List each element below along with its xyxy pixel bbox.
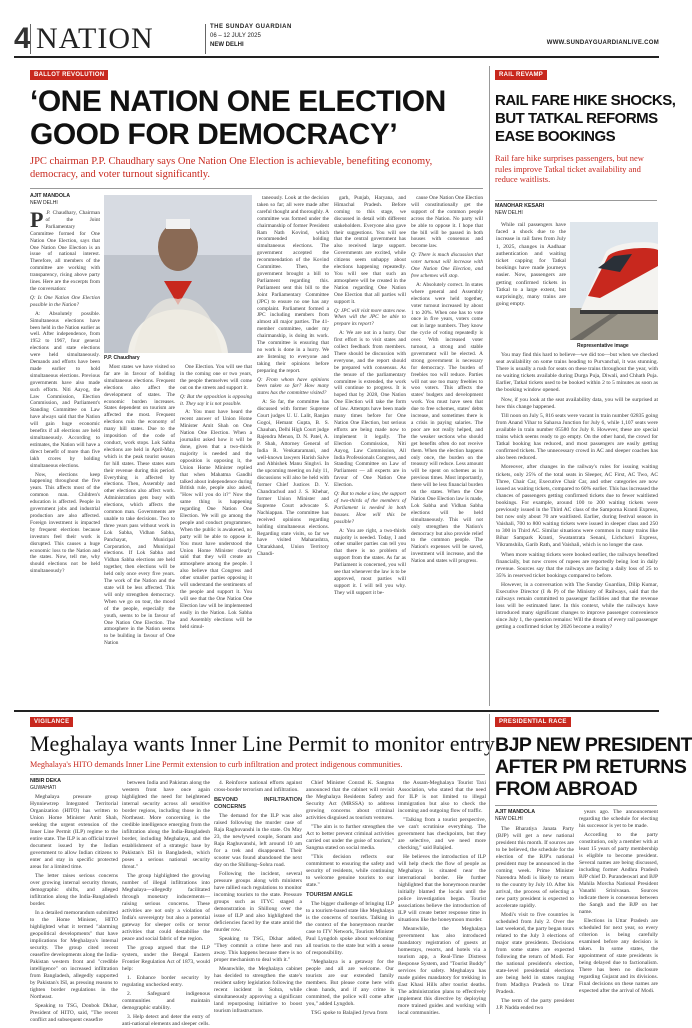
meghalaya-paragraph: the Assam-Meghalaya Tourist Taxi Association, who stated that the need for ILP is not limited to illegal immigration but also to check the incoming and outgoing flow of traffic. [398,780,486,814]
meghalaya-column-5 [398,780,486,1016]
meghalaya-author: NIBIR DEKA [30,778,61,784]
issue-date: 06 – 12 JULY 2025 [210,33,261,39]
person-portrait-icon [104,195,252,353]
rail-photo-caption: Representative image [577,343,629,349]
meghalaya-paragraph: Meanwhile, the Meghalaya cabinet has decided to strengthen the state's resident safety legislation following the recent incident in Sohra, while simultaneously approving a significant land repurposing initiative to boost tourism infrastructure. [214,966,302,1014]
bjp-paragraph: The term of the party president J.P. Nadda ended two [496,998,574,1011]
rail-standfirst: Rail fare hike surprises passengers, but new rules improve Tatkal ticket availability and reduce waitlists. [495,153,644,184]
rail-paragraph: Till noon on July 5, 816 seats were vacant in train number 02835 going from Anand Vihar to Saharsa Junction for July 6, while 1,107 seats were available in train number 05580 for July 8. However, these are special trains which seems ready to go empty. On the other hand, the crowd for Tatkal booking has reduced, and most passengers are easily getting confirmed tickets. The unnecessary crowd in AC and sleeper coaches has also been reduced. [496,412,658,462]
rail-column-top [496,222,566,362]
lead-headline-line-1: ‘ONE NATION ONE ELECTION [30,85,446,118]
meghalaya-paragraph: Speaking to TSG, Dkhar added, "They commit a crime here and run away. This happens because there is no proper mechanism to deal with it." [214,936,302,963]
lead-column-4 [257,195,329,705]
rail-tag: RAIL REVAMP [495,70,547,80]
lead-column-5 [334,195,406,705]
section-title: NATION [36,22,154,55]
lead-paragraph: A: We are not in a hurry. Our first effort is to visit states and collect feedback from members. There should be discussion with everyone, and the report should be prepared with consensus. As the tenure of the parliamentary committee is extended, the work will continue to progress. It is hoped that by 2028, One Nation One Election will take the form of law. Attempts have been made many times before for One Nation One Election, but serious efforts are being made now to implement it legally. The Election Commission, Niti Aayog, Law Commission, All India Professionals Congress, and Standing Committee on Law of Parliament — all experts are in favour of One Nation One Election. [334,330,406,489]
lead-column-2 [104,364,175,705]
meghalaya-subhead: BEYOND INFILTRATION CONCERNS [214,797,302,810]
lead-question: Q: There is much discussion that voter turnout will increase with One Nation One Election, and free schemes will stop. [411,252,483,279]
meghalaya-paragraph: The group highlighted the growing number of illegal infiltrations into Meghalaya—allegedly facilitated through monetary inducements—raising serious concerns. These activities are not only a violation of India's sovereignty but also a potential gateway for sleeper cells or terror activities that could destabilise the peace and social fabric of the region. [122,873,210,942]
lead-paragraph: One Election. You will see that in the coming one or two years, the people themselves will come out on the streets and support it. [180,364,252,391]
lead-headline-line-2: GOOD FOR DEMOCRACY’ [30,118,398,151]
meghalaya-paragraph: "This decision reflects our commitment to ensuring the safety and security of residents, while continuing to welcome genuine tourists to our state." [306,854,394,888]
meghalaya-paragraph: 2. Safeguard indigenous communities and maintain demographic stability. [122,991,210,1011]
lead-column-1 [30,207,101,705]
bjp-paragraph: Elections in Uttar Pradesh are scheduled for next year, so every criterion is being carefully examined before any decision is taken. In some states, the appointment of state presidents is being delayed due to factionalism. There has been no disclosure regarding Gujarat and its divisions. Final decisions on these names are expected after the arrival of Modi. [579,918,658,994]
meghalaya-paragraph: In a detailed memorandum submitted to the Home Minister, HITO highlighted what it termed "alarming geopolitical developments" that have implications for Meghalaya's internal security. The group cited recent ceasefire developments along the India-Pakistan western front and "credible intelligence" on increased infiltration from Bangladesh, allegedly supported by Pakistan's ISI, as pressing reasons to tighten border regulations in the Northeast. [30,910,118,1000]
rail-byline [495,203,585,216]
bjp-paragraph: According to the party constitution, only a member with at least 15 years of party membership is eligible to become president. Several names are being discussed, including former Andhra Pradesh BJP chief D. Purandeswari and BJP Mahila Morcha National President Vanathi Srinivasan. Sources indicate there is consensus between the Sangh and the BJP on her name. [579,832,658,915]
lead-paragraph: cause One Nation One Election will constitutionally get the support of the common people across the Nation. No party will be able to oppose it. I hope that the bill will be passed in both houses with consensus and become law. [411,195,483,250]
lead-column-6 [411,195,483,705]
meghalaya-paragraph: between India and Pakistan along the western front have once again highlighted the need for heightened internal security across all sensitive border regions, including those in the Northeast. More concerning is the credible intelligence emerging from the infiltration along the India-Bangladesh border, including Meghalaya, and the establishment of a strategic base by Pakistan's ISI in Bangladesh, which poses a serious national security threat." [122,780,210,870]
meghalaya-subhead: TOURISM ANGLE [306,892,353,898]
bjp-column-1 [496,826,574,1016]
rail-headline-line-2: BUT TATKAL REFORMS [495,110,658,127]
bjp-paragraph: The Bharatiya Janata Party (BJP) will get a new national president this month. If sources are to be believed, the schedule for the election of the BJP's national president may be announced in the coming week. Prime Minister Narendra Modi is likely to return to the country by July 10. After his arrival, the process of selecting a new party president is expected to accelerate rapidly. [496,826,574,909]
lead-paragraph: A: So far, the committee has discussed with former Supreme Court judges U. U. Lalit, Ranjan Gogoi, Hemant Gupta, B. S. Chauhan, Delhi High Court judge Rajendra Menon, D. N. Patel, A. P. Shah, Attorney General of India R. Venkataramani, and well-known lawyers Harish Salve and Abhishek Manu Singhvi. In the upcoming meeting on July 11, discussions will also be held with former Chief Justices D. Y. Chandrachud and J. S. Khehar, former Union Minister and Supreme Court advocate S. Nachiappan. The committee has received opinions regarding holding simultaneous elections. Regarding state visits, so far we have visited Maharashtra, Uttarakhand, Union Territory Chandi- [257,399,329,558]
bjp-headline-line-2: AFTER PM RETURNS [495,756,687,778]
meghalaya-tag: VIGILANCE [30,717,73,727]
rail-paragraph: Now, if you look at the seat availability data, you will be surprised at how this change happened. [496,396,658,410]
meghalaya-paragraph: The group argued that the ILP system, under the Bengal Eastern Frontier Regulation Act of 1873, would help: [122,945,210,972]
page-number: 4 [14,22,31,55]
bjp-headline-line-3: FROM ABROAD [495,778,638,800]
meghalaya-paragraph: Chief Minister Conrad K. Sangma announced that the cabinet will revisit the Meghalaya Residents Safety and Security Act (MRSSA) to address growing concerns about criminal activities disguised as tourism ventures. [306,780,394,821]
bjp-tag: PRESIDENTIAL RACE [495,717,571,727]
meghalaya-column-3 [214,780,302,1016]
rail-author: MANOHAR KESARI [495,203,545,209]
meghalaya-paragraph: He believes the introduction of ILP will help check the flow of people as Meghalaya is situated near the international border. He further highlighted that the honeymoon murder initially blamed the locals until the police investigation began. Tourist associations believe the introduction of ILP will create better response time in situations like the honeymoon murder. [398,854,486,923]
meghalaya-paragraph: "The aim is to further strengthen the Act to better prevent criminal activities carried out under the guise of tourism," Sangma stated on social media. [306,824,394,851]
meghalaya-paragraph: 1. Enhance border security by regulating unchecked entry. [122,975,210,988]
lead-paragraph: Most states we have visited so far are in favour of holding simultaneous elections. Frequent elections also affect the development of states. The economic burden increases. States dependent on tourism are affected the most. Frequent elections ruin the economy of many hill states. Due to the imposition of the code of conduct, work stops. Lok Sabha elections are held in April-May, which is the peak tourist season for hill states. These states earn their revenue during this period. Everything is affected by elections. Then, Assembly and other elections also affect work. Administration gets busy with elections, which affects the common man. Governments are unable to take decisions. Two to three years pass without work in Lok Sabha, Vidhan Sabha, Panchayat, Municipal Corporation, and Municipal elections. If Lok Sabha and Vidhan Sabha elections are held together, then elections will be held only once every five years. The work of the Nation and the state will be less affected. This will only strengthen democracy. When we go on tour, the mood of the people, especially the youth, seems to be in favour of One Nation One Election. The atmosphere in the Nation seems to be building in favour of One Nation [104,364,175,647]
lead-drop-cap: P [30,207,44,232]
paper-name: THE SUNDAY GUARDIAN [210,24,292,30]
meghalaya-paragraph: 3. Help detect and deter the entry of anti-national elements and sleeper cells. [122,1014,210,1027]
rail-paragraph: Moreover, after changes in the railway's rules for issuing waiting tickets, only 25% of the total seats in Sleeper, AC First, AC Two, AC Three, Chair Car, Executive Chair Car, and other categories are now issued as waiting tickets, compared to 60% earlier. This has increased the chances of passengers getting confirmed tickets due to fewer waitlisted bookings. For example, around 100 to 200 waiting tickets were previously issued in the Third AC class of the Samporna Kranti Express, but now only about 70 are waitlisted. Earlier, during festival season in Vaishali, 700 to 800 waiting tickets were issued in sleeper class and 250 to 300 in Third AC. Similar situations were common in many trains like Bihar Sampark Kranti, Swatantrata Senani, Lichchavi Express, Vikramshila, Garib Rath, and Vaishali, which is no longer the case. [496,464,658,549]
meghalaya-column-1 [30,794,118,1023]
website-link[interactable]: WWW.SUNDAYGUARDIANLIVE.COM [546,40,659,46]
meghalaya-paragraph: Following the incident, several pressure groups along with ministers have rallied such regulations to monitor incoming tourists to the state. Pressure groups such as ITYC staged a demonstration in Shillong over the issue of ILP and also highlighted the deficiencies faced by the state amid the murder row. [214,871,302,933]
bjp-byline [495,809,573,822]
lead-byline [30,193,100,206]
rail-headline-line-1: RAIL FARE HIKE SHOCKS, [495,92,676,109]
rail-paragraph: However, in a conversation with The Sunday Guardian, Dilip Kumar, Executive Director (I & P) of the Ministry of Railways, said that the railways remain committed to passenger facilities and that the revenue loss will be estimated later. In this context, while the railways have introduced many significant changes to improve passenger convenience since July 1, the question remains: Will the dream of every rail passenger getting a confirmed ticket by 2026 become a reality? [496,581,658,631]
lead-question: Q: But the opposition is opposing it. They say it is not possible. [180,393,252,407]
meghalaya-paragraph: "Talking from a tourist perspective, we can't scrutinise everything. The government has checkpoints, but they are selective, and we need more checking," said Balajied. [398,817,486,851]
lead-question: Q: Is One Nation One Election possible in the Nation? [30,294,100,308]
meghalaya-paragraph: 4. Reinforce national efforts against cross-border terrorism and infiltration. [214,780,302,793]
lead-tag: BALLOT REVOLUTION [30,70,108,80]
meghalaya-column-2 [122,780,210,1027]
rail-paragraph: When more waiting tickets were booked earlier, the railways benefited financially, but now crores of rupees are reportedly being lost in daily revenue. Sources say that the railways are facing a daily loss of 25 to 35% in reserved ticket bookings compared to before. [496,551,658,579]
bjp-paragraph: Modi's visit to five countries is scheduled from July 2. Over the last weekend, the party began tours related to the July 3 elections of major state presidents. Decisions from some states are expected following the return of Modi. For the national president's election, state-level presidential elections are being held in states ranging from Madhya Pradesh to Uttar Pradesh. [496,912,574,995]
bjp-paragraph: years ago. The announcement regarding the schedule for electing his successor is yet to be made. [579,809,658,829]
rail-paragraph: While rail passengers have faced a shock due to the increase in rail fares from July 1, 2025, changes in Aadhaar authentication and waiting ticket capping for Tatkal bookings have made journeys easier. Now, passengers are getting confirmed tickets in Tatkal to a large extent, but surprisingly, many trains are going empty. [496,222,566,308]
meghalaya-location: GUWAHATI [30,784,57,791]
meghalaya-paragraph: Meghalaya pressure group Hynniewtrep Integrated Territorial Organization (HITO) has written to Union Home Minister Amit Shah, seeking the urgent extension of the Inner Line Permit (ILP) regime to the entire state. The ILP is an official travel document issued by the Indian government to allow Indian citizens to enter and stay in specific protected areas for a limited time. [30,794,118,870]
meghalaya-paragraph: Meanwhile, the Meghalaya government has also introduced mandatory registration of guests at homestays, resorts, and hotels via a tourism app, a Real-Time Distress Response System, and "Tourist Buddy" services for safety. Meghalaya has made guides mandatory for trekking in East Khasi Hills after tourist deaths. The administration plans to effectively implement this directive by deploying more trained guides and working with local communities. [398,926,486,1016]
lead-paragraph: A: You are right, a two-thirds majority is needed. Today, I and other smaller parties can tell you that there is no problem of support from the states. As far as Parliament is concerned, you will see that whenever the law is to be approved, most parties will support it. I will tell you why. They will support it be- [334,527,406,596]
lead-paragraph: taneously. Look at the decision taken so far; all were made after careful thought and thoroughly. A committee was formed under the chairmanship of former President Ram Nath Kovind, which recommended holding simultaneous elections. The government accepted the recommendation of the Kovind Committee. Then, the government brought a bill to Parliament regarding this. Parliament sent this bill to the Joint Parliamentary Committee (JPC) to ensure no one has any complaint. Parliament formed a JPC including members from almost all major parties. The 41-member committee, under my chairmanship, is doing its work. The committee is ensuring that no work is done in a hurry. We are listening to everyone and taking their opinions before preparing the report. [257,195,329,374]
lead-photo-caption: P.P. Chaudhary [104,355,140,361]
lead-paragraph: A: Absolutely possible. Simultaneous elections have been held in the Nation earlier as well. After independence, from 1952 to 1967, four general elections and state elections were held simultaneously. Demands and efforts have been made earlier to hold simultaneous elections. Previous governments have also made such efforts. Niti Aayog, the Law Commission, Election Commission, and Parliament's Standing Committee on Law have always said that the Nation will gain huge economic benefits if all elections are held simultaneously. According to estimates, the Nation will have a direct benefit of more than five lakh crores by holding simultaneous elections. [30,310,101,469]
lead-photo [104,195,252,353]
meghalaya-paragraph: "Meghalaya is a getaway for the people and all are welcome. Our tourists are our extended family members. But please come here with clean hands, and if any crime is committed, the police will come after you," added Lyngdoh. [306,959,394,1007]
meghalaya-paragraph: The demand for the ILP was also raised following the murder case of Raja Raghuvanshi in the state. On May 23, the newlywed couple, Sonam and Raja Raghuvanshi, left around 10 am for a trek and disappeared. Their scooter was found abandoned the next day on the Shillong–Sohra road. [214,813,302,868]
lead-paragraph: A: You must have heard the recent answer of Union Home Minister Amit Shah on One Nation One Election. When a journalist asked how it will be done, given that a two-thirds majority is needed and the opposition is opposing it, the Union Home Minister replied that when Mahatma Gandhi talked about independence during British rule, people also asked, "How will you do it?" Now the same thing is happening regarding One Nation One Election. We will go among the people and conduct programmes. When the public is awakened, no party will be able to oppose it. You must have understood the Union Home Minister clearly said that they will create an atmosphere among the people. I also believe that Congress and other smaller parties opposing it will understand the sentiments of the people and support it. You will see that the One Nation One Election law will be implemented easily in the Nation. Lok Sabha and Assembly elections will be held simul- [180,409,252,630]
lead-author: AJIT MANDOLA [30,193,71,199]
bjp-author: AJIT MANDOLA [495,809,536,815]
train-icon [570,222,658,340]
meghalaya-paragraph: The bigger challenge of bringing ILP to a tourism-based state like Meghalaya is the concerns of tourists. Talking in the context of the honeymoon murder case to ITV Network, Tourism Minister Paul Lyngdoh spoke about welcoming all tourists to the state but with a sense of responsibility. [306,901,394,956]
bjp-column-2 [579,809,658,1016]
meghalaya-column-4 [306,780,394,1016]
lead-paragraph: Now, elections keep happening throughout the five years. This affects most of the common man. Children's education is affected. People in government jobs and industrial production are also affected. Foreign investment is impacted by frequent elections because investors feel their work is disrupted. This causes a huge economic loss to the Nation and the states. Now, tell me, why should elections not be held simultaneously? [30,471,100,575]
rail-headline-line-3: EASE BOOKINGS [495,128,616,145]
meghalaya-paragraph: Speaking to TSG, Donbok Dkhar, President of HITO, said, "The recent conflict and subsequent ceasefire [30,1003,118,1023]
rail-location: NEW DELHI [495,209,523,216]
bjp-headline-line-1: BJP NEW PRESIDENT [495,734,692,756]
bjp-location: NEW DELHI [495,815,523,822]
meghalaya-headline: Meghalaya wants Inner Line Permit to monitor entry [30,731,495,756]
lead-question: Q: From whom have opinions been taken so far? How many states has the committee visited? [257,376,329,397]
lead-question: Q: But to make a law, the support of two-thirds of the members of Parliament is needed in both houses. How will this be possible? [334,491,406,525]
lead-paragraph: garh, Punjab, Haryana, and Himachal Pradesh. Before coming to this stage, we discussed in detail with different stakeholders. Everyone also gave their suggestions. You will see that the central government has also received large support. Governments are excited, while citizens seem unhappy about elections happening repeatedly. You will see that such an atmosphere will be created in the Nation regarding One Nation One Election that all parties will support it. [334,195,406,305]
issue-city: NEW DELHI [210,42,244,48]
lead-standfirst: JPC chairman P.P. Chaudhary says One Nation One Election is achievable, benefiting economy, democracy, and voter turnout significantly. [30,156,433,180]
rail-column-full [496,352,658,708]
lead-paragraph: A: Absolutely correct. In states where general and Assembly elections were held together, voter turnout increased by about 1 to 20%. When one has to vote once in five years, voters come out in large numbers. They know the cycle of voting repeatedly is over. With increased voter turnout, a strong and stable government will be elected. A strong government is necessary for democracy. The burden of freebies too will reduce. Parties will not use too many freebies to woo voters. This affects the states' budgets and development work. You must have seen that due to free schemes, states' debts increase, and sometimes there is a crisis in paying salaries. The poor are not really helped, and the weaker sections who should get benefits often do not receive them. When the election happens only once, the burden on the treasury will reduce. Less amount will be spent on schemes as in previous times. Most importantly, there will be less financial burden on the states. When the One Nation One Election law is made, Lok Sabha and Vidhan Sabha elections will be held simultaneously. This will not only strengthen the Nation's democracy but also provide relief to the common people. The Nation's expenses will be saved, investment will increase, and the Nation and states will progress. [411,281,483,565]
rail-paragraph: You may find this hard to believe—we did too—but when we checked seat availability on some trains heading to Purvanchal, it was stunning. There is usually a rush for seats on these trains throughout the year, with no waiting tickets available during Durga Puja, Diwali, and Chhath Puja. Earlier, Tatkal tickets used to be booked within 2 to 5 minutes as soon as the booking window opened. [496,352,658,394]
lead-location: NEW DELHI [30,199,58,206]
meghalaya-standfirst: Meghalaya's HITO demands Inner Line Permit extension to curb infiltration and protect indigenous communities. [30,760,403,769]
meghalaya-paragraph: TSG spoke to Balajied Jyrwa from [311,1010,388,1016]
lead-paragraph: .P. Chaudhary, Chairman of the Joint Parliamentary Committee formed for One Nation One Election, says that One Nation One Election is an issue of national interest. Therefore, all members of the committee are working with transparency, rising above party lines. Here are the excerpts from the conversation: [30,210,100,292]
meghalaya-byline [30,778,100,791]
rail-photo [570,222,658,340]
lead-question: Q: JPC will visit more states now. When will the JPC be able to prepare its report? [334,307,406,328]
lead-column-3 [180,364,252,705]
meghalaya-paragraph: The letter raises serious concerns over growing internal security threats, demographic shifts, and alleged infiltration along the India-Bangladesh border. [30,873,118,907]
